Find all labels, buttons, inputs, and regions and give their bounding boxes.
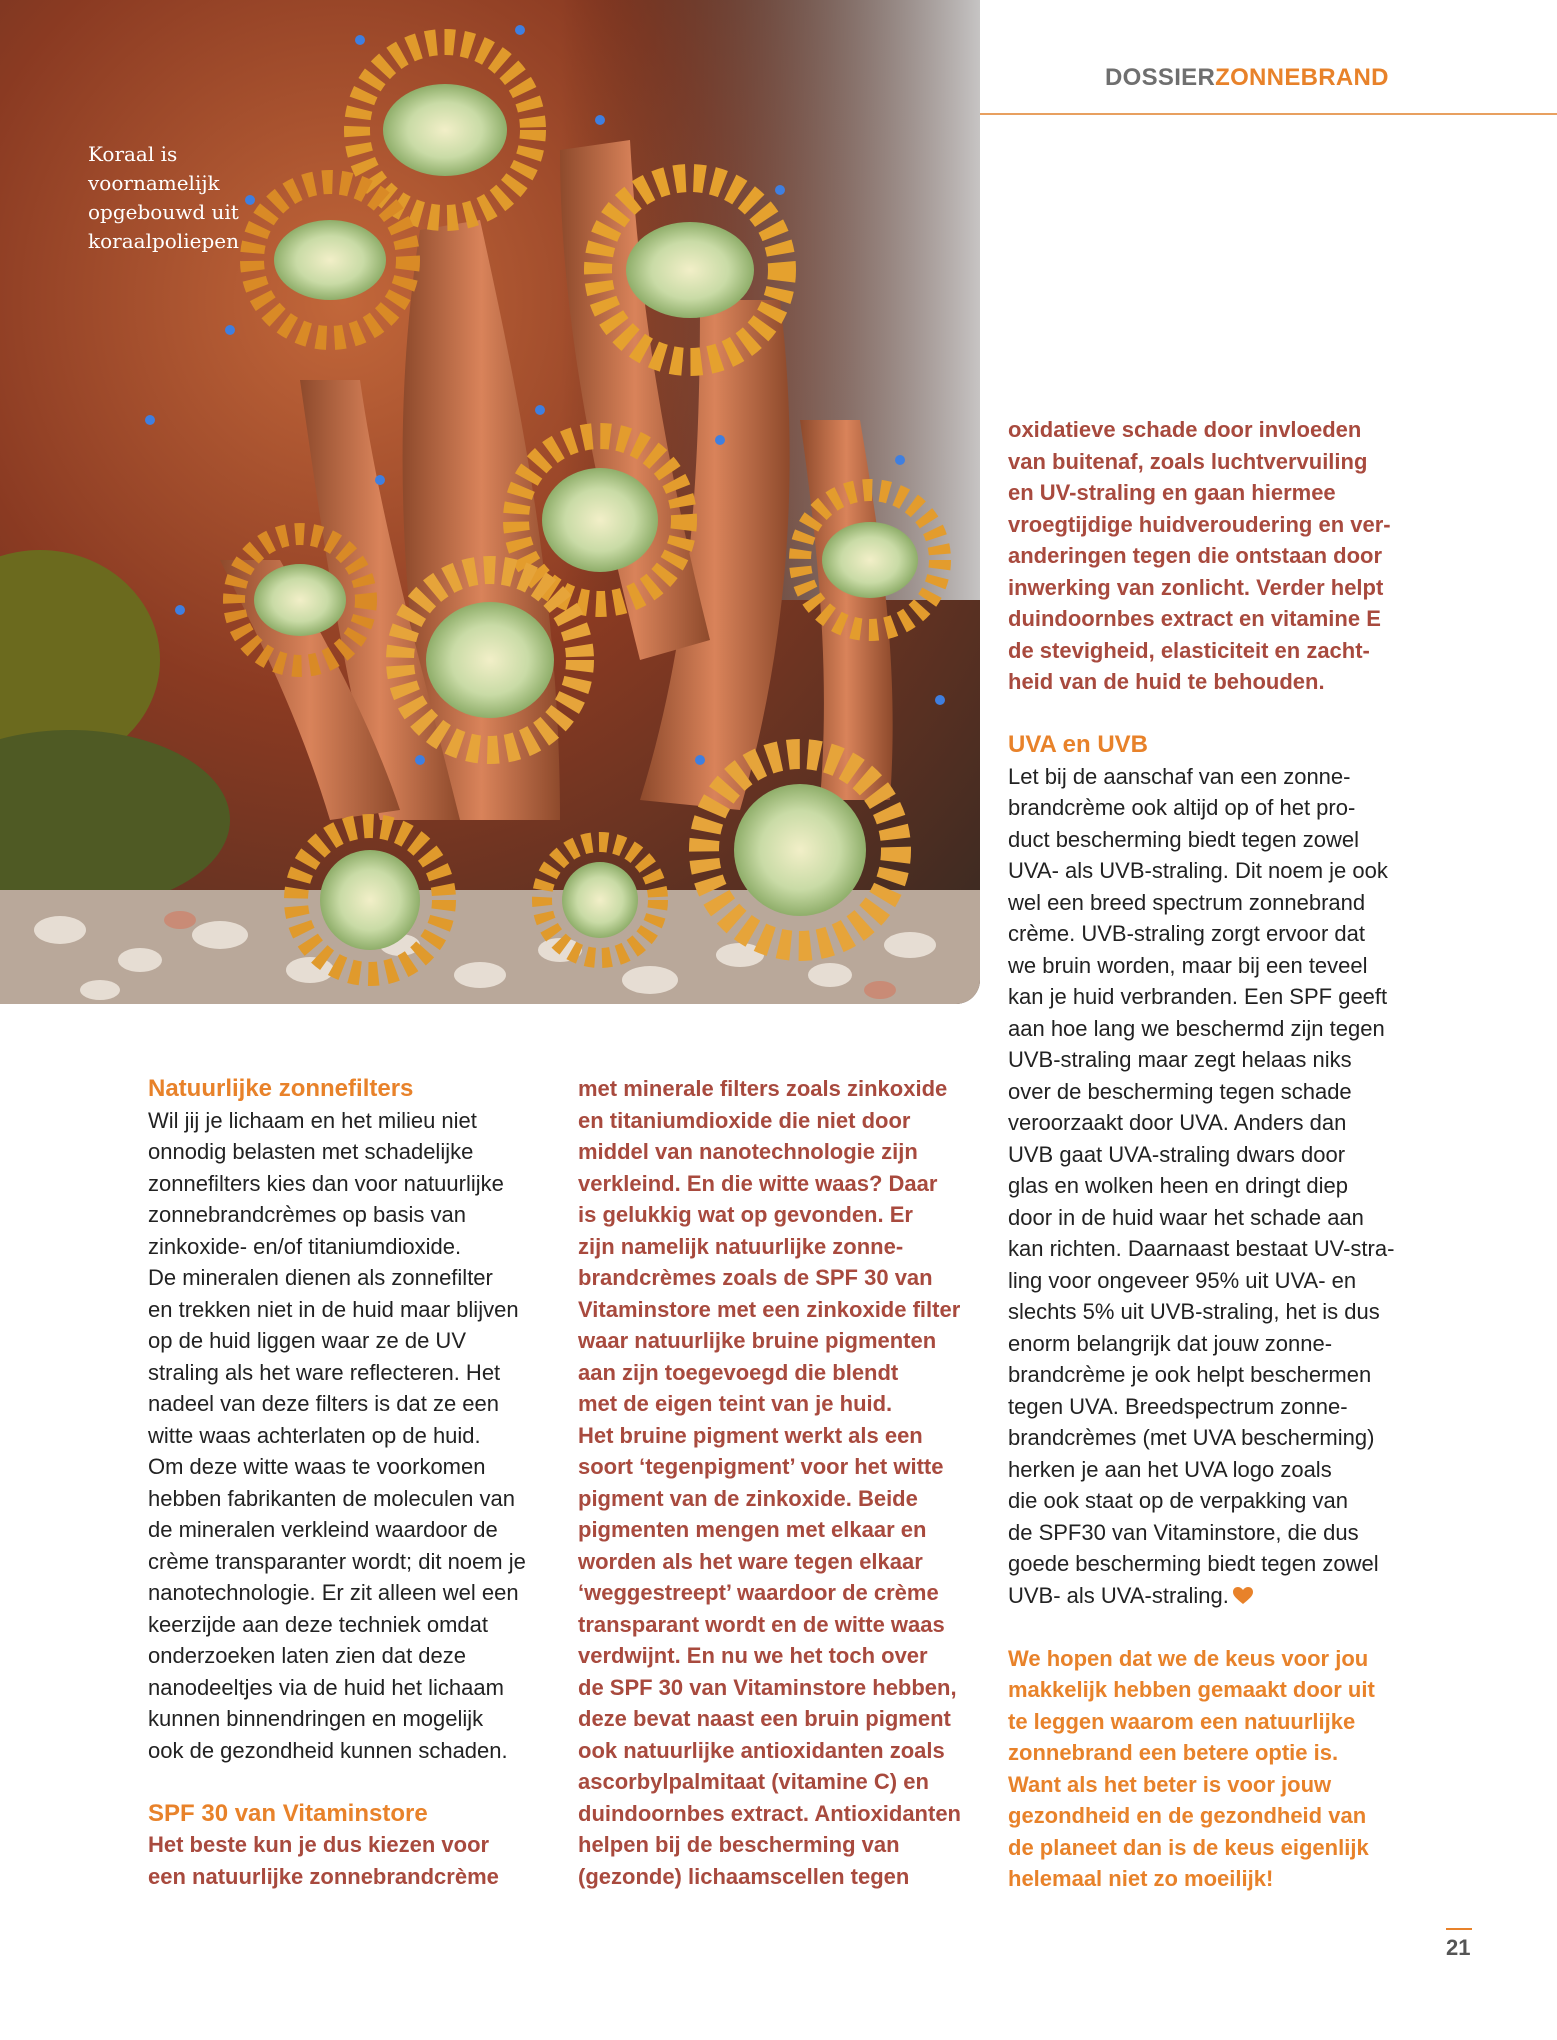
text-line: zonnebrandcrèmes op basis van — [148, 1202, 466, 1227]
text-line: de mineralen verkleind waardoor de — [148, 1517, 498, 1542]
text-line: tegen UVA. Breedspectrum zonne- — [1008, 1393, 1348, 1419]
text-line: Om deze witte waas te voorkomen — [148, 1454, 486, 1479]
text-line: pigmenten mengen met elkaar en — [578, 1517, 927, 1542]
text-line: brandcrème je ook helpt beschermen — [1008, 1362, 1372, 1387]
text-line: makkelijk hebben gemaakt door uit — [1008, 1677, 1375, 1702]
left-column — [148, 1073, 526, 1892]
caption-line: Koraal is — [88, 142, 178, 166]
text-line: en UV-straling en gaan hiermee — [1008, 480, 1336, 505]
text-line: brandcrème ook altijd op of het pro- — [1008, 795, 1356, 820]
text-line: Vitaminstore met een zinkoxide filter — [578, 1296, 961, 1322]
text-line: UVB-straling maar zegt helaas niks — [1008, 1047, 1352, 1072]
text-line: en trekken niet in de huid maar blijven — [148, 1296, 519, 1322]
text-line: die ook staat op de verpakking van — [1008, 1488, 1349, 1513]
text-line: gezondheid en de gezondheid van — [1008, 1803, 1367, 1828]
text-line: ling voor ongeveer 95% uit UVA- en — [1008, 1267, 1357, 1293]
text-line: UVA- als UVB-straling. Dit noem je ook — [1008, 858, 1388, 883]
text-line: soort ‘tegenpigment’ voor het witte — [578, 1454, 944, 1479]
text-line: vroegtijdige huidveroudering en ver- — [1008, 511, 1391, 537]
text-line: helemaal niet zo moeilijk! — [1008, 1866, 1274, 1891]
text-line: glas en wolken heen en dringt diep — [1008, 1173, 1349, 1198]
text-line: We hopen dat we de keus voor jou — [1008, 1645, 1369, 1671]
text-line: worden als het ware tegen elkaar — [578, 1548, 923, 1574]
text-line: verkleind. En die witte waas? Daar — [578, 1170, 938, 1196]
caption-line: koraalpoliepen — [88, 229, 239, 253]
text-line: goede bescherming biedt tegen zowel — [1008, 1551, 1379, 1576]
text-line: middel van nanotechnologie zijn — [578, 1139, 918, 1164]
text-line: de stevigheid, elasticiteit en zacht- — [1008, 637, 1370, 663]
text-line: zonnefilters kies dan voor natuurlijke — [148, 1170, 504, 1196]
coral-photo — [0, 0, 980, 1004]
text-line: UVB gaat UVA-straling dwars door — [1008, 1141, 1346, 1167]
heart-icon — [1233, 1587, 1253, 1605]
text-line: hebben fabrikanten de moleculen van — [148, 1485, 515, 1511]
text-line: witte waas achterlaten op de huid. — [148, 1422, 481, 1448]
text-line: met de eigen teint van je huid. — [578, 1391, 893, 1416]
text-line: crème transparanter wordt; dit noem je — [148, 1548, 526, 1574]
section-label-topic: ZONNEBRAND — [1215, 64, 1389, 91]
text-line: over de bescherming tegen schade — [1008, 1078, 1352, 1104]
text-line: brandcrèmes zoals de SPF 30 van — [578, 1265, 933, 1290]
text-line: de SPF30 van Vitaminstore, die dus — [1008, 1519, 1359, 1545]
text-line: onderzoeken laten zien dat deze — [148, 1643, 467, 1668]
text-line: aan zijn toegevoegd die blendt — [578, 1359, 899, 1385]
text-line: enorm belangrijk dat jouw zonne- — [1008, 1330, 1333, 1356]
text-line: Het bruine pigment werkt als een — [578, 1422, 923, 1448]
text-line: duindoornbes extract en vitamine E — [1008, 606, 1381, 631]
heading-spf30: SPF 30 van Vitaminstore — [148, 1799, 428, 1827]
page-number-rule — [1446, 1928, 1472, 1930]
text-line: op de huid liggen waar ze de UV — [148, 1328, 466, 1353]
text-line: we bruin worden, maar bij een teveel — [1008, 952, 1368, 978]
text-line: De mineralen dienen als zonnefilter — [148, 1265, 493, 1290]
text-line: Want als het beter is voor jouw — [1008, 1771, 1332, 1797]
text-line: keerzijde aan deze techniek omdat — [148, 1611, 488, 1637]
text-line: (gezonde) lichaamscellen tegen — [578, 1863, 910, 1889]
text-line: kan je huid verbranden. Een SPF geeft — [1008, 984, 1388, 1009]
heading-uva-uvb: UVA en UVB — [1008, 731, 1149, 758]
text-line: de planeet dan is de keus eigenlijk — [1008, 1834, 1369, 1860]
text-line: transparant wordt en de witte waas — [578, 1611, 945, 1637]
text-line: met minerale filters zoals zinkoxide — [578, 1076, 948, 1101]
text-line: duct bescherming biedt tegen zowel — [1008, 826, 1359, 852]
text-line: te leggen waarom een natuurlijke — [1008, 1708, 1356, 1734]
photo-caption — [88, 140, 288, 256]
text-line: heid van de huid te behouden. — [1008, 669, 1325, 694]
text-line: is gelukkig wat op gevonden. Er — [578, 1202, 913, 1227]
text-line: wel een breed spectrum zonnebrand — [1008, 889, 1366, 915]
section-label-dossier: DOSSIER — [1105, 64, 1216, 91]
page-number: 21 — [1446, 1935, 1471, 1960]
text-line: nanotechnologie. Er zit alleen wel een — [148, 1580, 519, 1605]
text-line: verdwijnt. En nu we het toch over — [578, 1643, 928, 1668]
spacer — [1008, 1611, 1394, 1643]
text-line: oxidatieve schade door invloeden — [1008, 417, 1362, 442]
text-line: deze bevat naast een bruin pigment — [578, 1706, 951, 1731]
text-line: Het beste kun je dus kiezen voor — [148, 1832, 490, 1857]
text-line: pigment van de zinkoxide. Beide — [578, 1485, 918, 1511]
heading-natural-filters: Natuurlijke zonnefilters — [148, 1075, 414, 1102]
caption-line: opgebouwd uit — [88, 200, 239, 224]
text-line: ascorbylpalmitaat (vitamine C) en — [578, 1769, 929, 1794]
text-line: duindoornbes extract. Antioxidanten — [578, 1800, 961, 1826]
spacer — [1008, 698, 1394, 730]
text-line: ‘weggestreept’ waardoor de crème — [578, 1580, 939, 1605]
text-line: crème. UVB-straling zorgt ervoor dat — [1008, 921, 1366, 946]
text-line: zijn namelijk natuurlijke zonne- — [578, 1233, 904, 1259]
text-line: ook de gezondheid kunnen schaden. — [148, 1737, 508, 1763]
text-line: UVB- als UVA-straling. — [1008, 1582, 1229, 1608]
text-line: slechts 5% uit UVB-straling, het is dus — [1008, 1299, 1380, 1324]
section-label — [1105, 64, 1389, 92]
text-line: nadeel van deze filters is dat ze een — [148, 1391, 500, 1416]
text-line: zonnebrand een betere optie is. — [1008, 1740, 1339, 1765]
text-line: Wil jij je lichaam en het milieu niet — [148, 1107, 477, 1133]
text-line: kunnen binnendringen en mogelijk — [148, 1706, 484, 1731]
text-line: een natuurlijke zonnebrandcrème — [148, 1863, 499, 1889]
text-line: door in de huid waar het schade aan — [1008, 1204, 1364, 1230]
text-line: brandcrèmes (met UVA bescherming) — [1008, 1425, 1375, 1450]
text-line: ook natuurlijke antioxidanten zoals — [578, 1737, 945, 1763]
middle-column — [578, 1073, 961, 1892]
text-line: veroorzaakt door UVA. Anders dan — [1008, 1110, 1347, 1135]
text-line: anderingen tegen die ontstaan door — [1008, 543, 1383, 568]
text-line: waar natuurlijke bruine pigmenten — [578, 1328, 937, 1353]
caption-line: voornamelijk — [88, 171, 220, 195]
right-column — [1008, 414, 1394, 1895]
text-line: onnodig belasten met schadelijke — [148, 1139, 474, 1164]
text-line: kan richten. Daarnaast bestaat UV-stra- — [1008, 1236, 1395, 1261]
text-line: Let bij de aanschaf van een zonne- — [1008, 763, 1351, 789]
text-line-last — [1008, 1580, 1394, 1612]
header-divider — [980, 113, 1557, 115]
text-line: herken je aan het UVA logo zoals — [1008, 1456, 1332, 1482]
text-line: van buitenaf, zoals luchtvervuiling — [1008, 448, 1368, 474]
text-line: de SPF 30 van Vitaminstore hebben, — [578, 1674, 957, 1700]
text-line: straling als het ware reflecteren. Het — [148, 1359, 501, 1385]
spacer — [148, 1766, 526, 1798]
text-line: en titaniumdioxide die niet door — [578, 1107, 911, 1133]
text-line: aan hoe lang we beschermd zijn tegen — [1008, 1015, 1385, 1041]
text-line: nanodeeltjes via de huid het lichaam — [148, 1674, 504, 1700]
text-line: inwerking van zonlicht. Verder helpt — [1008, 574, 1384, 600]
text-line: zinkoxide- en/of titaniumdioxide. — [148, 1233, 462, 1259]
text-line: helpen bij de bescherming van — [578, 1832, 900, 1857]
